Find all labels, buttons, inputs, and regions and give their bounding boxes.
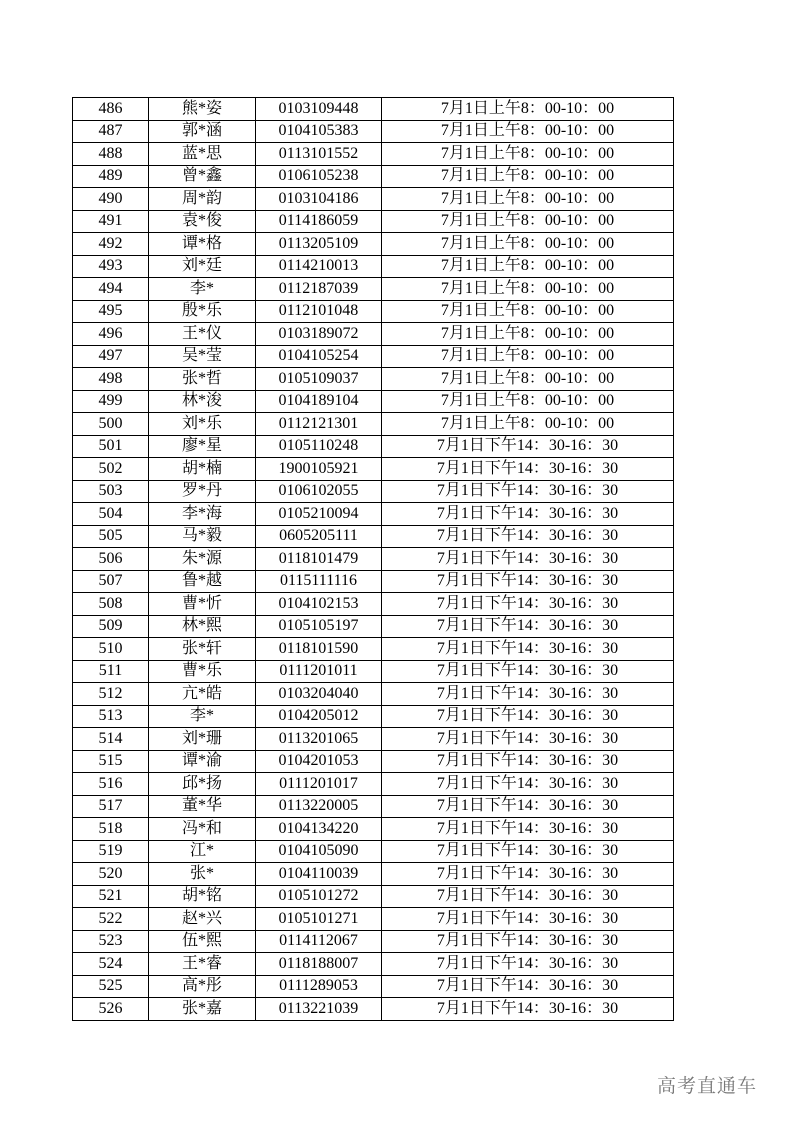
exam-time-cell: 7月1日上午8：00-10：00 [382,323,674,346]
student-id-cell: 0105110248 [256,435,382,458]
table-row [73,233,674,256]
exam-time-cell: 7月1日下午14：30-16：30 [382,705,674,728]
exam-time-cell: 7月1日下午14：30-16：30 [382,998,674,1021]
table-row [73,683,674,706]
student-name-cell: 胡*铭 [149,885,256,908]
row-number-cell: 498 [73,368,149,391]
exam-time-cell: 7月1日下午14：30-16：30 [382,818,674,841]
student-id-cell: 1900105921 [256,458,382,481]
student-id-cell: 0105210094 [256,503,382,526]
table-row [73,750,674,773]
row-number-cell: 502 [73,458,149,481]
student-name-cell: 刘*乐 [149,413,256,436]
table-row [73,188,674,211]
student-name-cell: 曹*忻 [149,593,256,616]
exam-time-cell: 7月1日上午8：00-10：00 [382,98,674,121]
exam-time-cell: 7月1日下午14：30-16：30 [382,975,674,998]
student-name-cell: 袁*俊 [149,210,256,233]
table-row [73,593,674,616]
row-number-cell: 496 [73,323,149,346]
table-row [73,300,674,323]
row-number-cell: 522 [73,908,149,931]
student-id-cell: 0104105090 [256,840,382,863]
row-number-cell: 504 [73,503,149,526]
table-row [73,638,674,661]
row-number-cell: 500 [73,413,149,436]
table-row [73,773,674,796]
student-id-cell: 0118101590 [256,638,382,661]
student-name-cell: 冯*和 [149,818,256,841]
student-name-cell: 董*华 [149,795,256,818]
table-row [73,435,674,458]
exam-time-cell: 7月1日下午14：30-16：30 [382,503,674,526]
table-row [73,120,674,143]
student-id-cell: 0113220005 [256,795,382,818]
row-number-cell: 487 [73,120,149,143]
row-number-cell: 513 [73,705,149,728]
exam-time-cell: 7月1日上午8：00-10：00 [382,345,674,368]
student-id-cell: 0104189104 [256,390,382,413]
row-number-cell: 524 [73,953,149,976]
student-id-cell: 0104105383 [256,120,382,143]
student-id-cell: 0111201017 [256,773,382,796]
student-id-cell: 0112101048 [256,300,382,323]
row-number-cell: 519 [73,840,149,863]
row-number-cell: 517 [73,795,149,818]
student-name-cell: 马*毅 [149,525,256,548]
row-number-cell: 506 [73,548,149,571]
table-row [73,548,674,571]
student-name-cell: 张*轩 [149,638,256,661]
student-name-cell: 刘*廷 [149,255,256,278]
exam-time-cell: 7月1日下午14：30-16：30 [382,750,674,773]
row-number-cell: 491 [73,210,149,233]
student-id-cell: 0104102153 [256,593,382,616]
row-number-cell: 510 [73,638,149,661]
student-id-cell: 0115111116 [256,570,382,593]
exam-time-cell: 7月1日下午14：30-16：30 [382,908,674,931]
row-number-cell: 525 [73,975,149,998]
student-id-cell: 0104134220 [256,818,382,841]
student-name-cell: 殷*乐 [149,300,256,323]
student-id-cell: 0605205111 [256,525,382,548]
student-name-cell: 谭*格 [149,233,256,256]
table-row [73,660,674,683]
exam-time-cell: 7月1日下午14：30-16：30 [382,435,674,458]
student-name-cell: 林*浚 [149,390,256,413]
table-row [73,615,674,638]
student-name-cell: 蓝*思 [149,143,256,166]
student-id-cell: 0112187039 [256,278,382,301]
student-name-cell: 李* [149,278,256,301]
row-number-cell: 495 [73,300,149,323]
row-number-cell: 526 [73,998,149,1021]
table-body [73,98,674,1021]
student-id-cell: 0113101552 [256,143,382,166]
student-id-cell: 0114112067 [256,930,382,953]
student-id-cell: 0113205109 [256,233,382,256]
student-name-cell: 王*睿 [149,953,256,976]
student-id-cell: 0104205012 [256,705,382,728]
table-row [73,840,674,863]
table-row [73,255,674,278]
exam-time-cell: 7月1日上午8：00-10：00 [382,255,674,278]
student-id-cell: 0104105254 [256,345,382,368]
row-number-cell: 486 [73,98,149,121]
row-number-cell: 505 [73,525,149,548]
watermark: 高考直通车 [657,1075,758,1097]
row-number-cell: 494 [73,278,149,301]
student-name-cell: 谭*渝 [149,750,256,773]
student-name-cell: 鲁*越 [149,570,256,593]
exam-time-cell: 7月1日上午8：00-10：00 [382,210,674,233]
table-row [73,705,674,728]
table-row [73,728,674,751]
student-name-cell: 刘*珊 [149,728,256,751]
table-row [73,98,674,121]
exam-time-cell: 7月1日上午8：00-10：00 [382,368,674,391]
row-number-cell: 489 [73,165,149,188]
student-id-cell: 0105101271 [256,908,382,931]
row-number-cell: 523 [73,930,149,953]
exam-schedule-table [72,97,674,1021]
exam-time-cell: 7月1日下午14：30-16：30 [382,593,674,616]
row-number-cell: 516 [73,773,149,796]
row-number-cell: 518 [73,818,149,841]
student-id-cell: 0106102055 [256,480,382,503]
row-number-cell: 520 [73,863,149,886]
row-number-cell: 490 [73,188,149,211]
student-id-cell: 0111289053 [256,975,382,998]
student-name-cell: 李* [149,705,256,728]
student-id-cell: 0112121301 [256,413,382,436]
student-id-cell: 0118101479 [256,548,382,571]
row-number-cell: 497 [73,345,149,368]
exam-time-cell: 7月1日上午8：00-10：00 [382,143,674,166]
exam-time-cell: 7月1日上午8：00-10：00 [382,120,674,143]
student-name-cell: 赵*兴 [149,908,256,931]
row-number-cell: 508 [73,593,149,616]
student-name-cell: 罗*丹 [149,480,256,503]
student-name-cell: 曾*鑫 [149,165,256,188]
table-row [73,953,674,976]
student-name-cell: 周*韵 [149,188,256,211]
table-row [73,143,674,166]
row-number-cell: 511 [73,660,149,683]
student-name-cell: 高*彤 [149,975,256,998]
row-number-cell: 514 [73,728,149,751]
exam-time-cell: 7月1日下午14：30-16：30 [382,795,674,818]
exam-time-cell: 7月1日下午14：30-16：30 [382,773,674,796]
exam-time-cell: 7月1日下午14：30-16：30 [382,863,674,886]
student-name-cell: 廖*星 [149,435,256,458]
student-id-cell: 0104201053 [256,750,382,773]
table-row [73,863,674,886]
exam-time-cell: 7月1日上午8：00-10：00 [382,390,674,413]
student-id-cell: 0105109037 [256,368,382,391]
student-name-cell: 亢*皓 [149,683,256,706]
table-row [73,278,674,301]
exam-time-cell: 7月1日上午8：00-10：00 [382,300,674,323]
exam-time-cell: 7月1日下午14：30-16：30 [382,930,674,953]
student-name-cell: 张* [149,863,256,886]
table-row [73,165,674,188]
table-row [73,975,674,998]
student-name-cell: 曹*乐 [149,660,256,683]
row-number-cell: 499 [73,390,149,413]
row-number-cell: 509 [73,615,149,638]
student-id-cell: 0113201065 [256,728,382,751]
student-id-cell: 0114186059 [256,210,382,233]
student-id-cell: 0103104186 [256,188,382,211]
row-number-cell: 493 [73,255,149,278]
student-name-cell: 江* [149,840,256,863]
table-row [73,345,674,368]
exam-time-cell: 7月1日下午14：30-16：30 [382,458,674,481]
student-name-cell: 朱*源 [149,548,256,571]
exam-time-cell: 7月1日上午8：00-10：00 [382,413,674,436]
table-row [73,458,674,481]
table-row [73,885,674,908]
exam-time-cell: 7月1日下午14：30-16：30 [382,570,674,593]
exam-time-cell: 7月1日下午14：30-16：30 [382,548,674,571]
student-id-cell: 0106105238 [256,165,382,188]
row-number-cell: 507 [73,570,149,593]
table-row [73,930,674,953]
student-name-cell: 林*熙 [149,615,256,638]
student-name-cell: 伍*熙 [149,930,256,953]
exam-time-cell: 7月1日下午14：30-16：30 [382,683,674,706]
student-id-cell: 0105105197 [256,615,382,638]
exam-time-cell: 7月1日下午14：30-16：30 [382,480,674,503]
student-id-cell: 0114210013 [256,255,382,278]
table-row [73,525,674,548]
row-number-cell: 492 [73,233,149,256]
exam-time-cell: 7月1日下午14：30-16：30 [382,660,674,683]
student-name-cell: 吴*莹 [149,345,256,368]
student-id-cell: 0118188007 [256,953,382,976]
table-row [73,503,674,526]
row-number-cell: 521 [73,885,149,908]
table-row [73,368,674,391]
exam-time-cell: 7月1日下午14：30-16：30 [382,953,674,976]
student-id-cell: 0105101272 [256,885,382,908]
student-name-cell: 邱*扬 [149,773,256,796]
exam-time-cell: 7月1日下午14：30-16：30 [382,840,674,863]
student-name-cell: 王*仪 [149,323,256,346]
exam-time-cell: 7月1日上午8：00-10：00 [382,165,674,188]
table-row [73,908,674,931]
student-id-cell: 0111201011 [256,660,382,683]
exam-time-cell: 7月1日上午8：00-10：00 [382,233,674,256]
exam-time-cell: 7月1日下午14：30-16：30 [382,885,674,908]
student-name-cell: 胡*楠 [149,458,256,481]
exam-time-cell: 7月1日上午8：00-10：00 [382,188,674,211]
student-id-cell: 0104110039 [256,863,382,886]
exam-time-cell: 7月1日下午14：30-16：30 [382,728,674,751]
exam-time-cell: 7月1日下午14：30-16：30 [382,525,674,548]
table-row [73,998,674,1021]
student-id-cell: 0113221039 [256,998,382,1021]
student-id-cell: 0103189072 [256,323,382,346]
table-row [73,818,674,841]
exam-time-cell: 7月1日下午14：30-16：30 [382,615,674,638]
student-id-cell: 0103204040 [256,683,382,706]
student-name-cell: 熊*姿 [149,98,256,121]
row-number-cell: 503 [73,480,149,503]
student-name-cell: 李*海 [149,503,256,526]
table-row [73,795,674,818]
row-number-cell: 488 [73,143,149,166]
table-row [73,390,674,413]
table-row [73,413,674,436]
row-number-cell: 515 [73,750,149,773]
exam-time-cell: 7月1日下午14：30-16：30 [382,638,674,661]
table-row [73,480,674,503]
exam-time-cell: 7月1日上午8：00-10：00 [382,278,674,301]
table-row [73,570,674,593]
student-id-cell: 0103109448 [256,98,382,121]
table-row [73,210,674,233]
student-name-cell: 郭*涵 [149,120,256,143]
student-name-cell: 张*嘉 [149,998,256,1021]
row-number-cell: 501 [73,435,149,458]
table-row [73,323,674,346]
row-number-cell: 512 [73,683,149,706]
student-name-cell: 张*哲 [149,368,256,391]
